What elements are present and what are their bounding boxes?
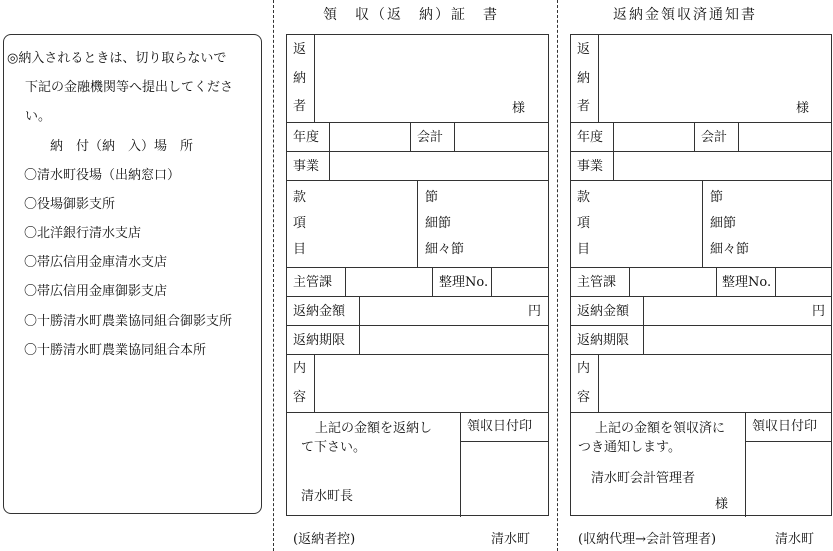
message-line: て下さい。 xyxy=(301,440,367,455)
notice-footer-left: (収納代理→会計管理者) xyxy=(578,532,717,547)
receipt-form xyxy=(286,34,549,516)
stamp-label: 領収日付印 xyxy=(752,419,818,434)
saisaisetsu-label: 細々節 xyxy=(710,242,750,257)
payer-label-char: 納 xyxy=(293,71,307,86)
kan-label: 款 xyxy=(577,190,591,205)
signer: 清水町会計管理者 xyxy=(591,471,696,486)
payment-place: 〇北洋銀行清水支店 xyxy=(24,226,142,241)
receipt-footer-left: (返納者控) xyxy=(293,532,356,547)
yen-unit: 円 xyxy=(528,304,542,319)
message-line: 上記の金額を領収済に xyxy=(595,421,726,436)
cut-line xyxy=(557,0,558,551)
dept-label: 主管課 xyxy=(577,275,617,290)
stamp-label: 領収日付印 xyxy=(467,419,533,434)
instruction-line: 下記の金融機関等へ提出してくださ xyxy=(25,80,234,95)
seiri-label: 整理No. xyxy=(439,275,489,290)
receipt-footer-right: 清水町 xyxy=(491,532,531,547)
account-label: 会計 xyxy=(701,130,728,145)
payer-label-char: 納 xyxy=(577,71,591,86)
year-label: 年度 xyxy=(577,130,604,145)
kou-label: 項 xyxy=(293,216,307,231)
kou-label: 項 xyxy=(577,216,591,231)
saisaisetsu-label: 細々節 xyxy=(425,242,465,257)
seiri-label: 整理No. xyxy=(722,275,772,290)
notice-form xyxy=(570,34,832,516)
kan-label: 款 xyxy=(293,190,307,205)
signer: 清水町長 xyxy=(301,489,354,504)
payment-places-heading: 納 付（納 入）場 所 xyxy=(50,139,194,154)
moku-label: 目 xyxy=(577,242,591,257)
year-label: 年度 xyxy=(293,130,320,145)
content-label-char: 内 xyxy=(293,361,307,376)
payer-label-char: 返 xyxy=(577,42,591,57)
deadline-label: 返納期限 xyxy=(577,333,630,348)
message-line: つき通知します。 xyxy=(578,440,681,455)
payment-place: 〇清水町役場（出納窓口） xyxy=(24,168,181,183)
yen-unit: 円 xyxy=(812,304,826,319)
notice-footer-right: 清水町 xyxy=(775,532,815,547)
amount-label: 返納金額 xyxy=(293,304,346,319)
instruction-line: い。 xyxy=(25,109,52,124)
content-label-char: 容 xyxy=(293,390,307,405)
message-line: 上記の金額を返納し xyxy=(315,421,433,436)
project-label: 事業 xyxy=(577,159,604,174)
deadline-label: 返納期限 xyxy=(293,333,346,348)
cut-line xyxy=(273,0,274,551)
project-label: 事業 xyxy=(293,159,320,174)
account-label: 会計 xyxy=(417,130,444,145)
amount-label: 返納金額 xyxy=(577,304,630,319)
content-label-char: 容 xyxy=(577,390,591,405)
instructions-box xyxy=(3,34,262,514)
payment-place: 〇十勝清水町農業協同組合御影支所 xyxy=(24,314,233,329)
payer-honorific: 様 xyxy=(512,101,526,116)
setsu-label: 節 xyxy=(710,190,724,205)
dept-label: 主管課 xyxy=(293,275,333,290)
payment-place: 〇帯広信用金庫御影支店 xyxy=(24,284,168,299)
saisetsu-label: 細節 xyxy=(710,216,737,231)
notice-title: 返納金領収済通知書 xyxy=(613,7,757,23)
content-label-char: 内 xyxy=(577,361,591,376)
payer-honorific: 様 xyxy=(796,101,810,116)
payment-place: 〇帯広信用金庫清水支店 xyxy=(24,255,168,270)
payer-label-char: 返 xyxy=(293,42,307,57)
receipt-title: 領 収（返 納）証 書 xyxy=(323,7,499,23)
payment-place: 〇十勝清水町農業協同組合本所 xyxy=(24,343,207,358)
saisetsu-label: 細節 xyxy=(425,216,452,231)
payer-label-char: 者 xyxy=(293,99,307,114)
payer-label-char: 者 xyxy=(577,99,591,114)
setsu-label: 節 xyxy=(425,190,439,205)
payment-place: 〇役場御影支所 xyxy=(24,197,116,212)
moku-label: 目 xyxy=(293,242,307,257)
signer-honorific: 様 xyxy=(715,497,729,512)
instruction-line: ◎納入されるときは、切り取らないで xyxy=(7,51,227,66)
